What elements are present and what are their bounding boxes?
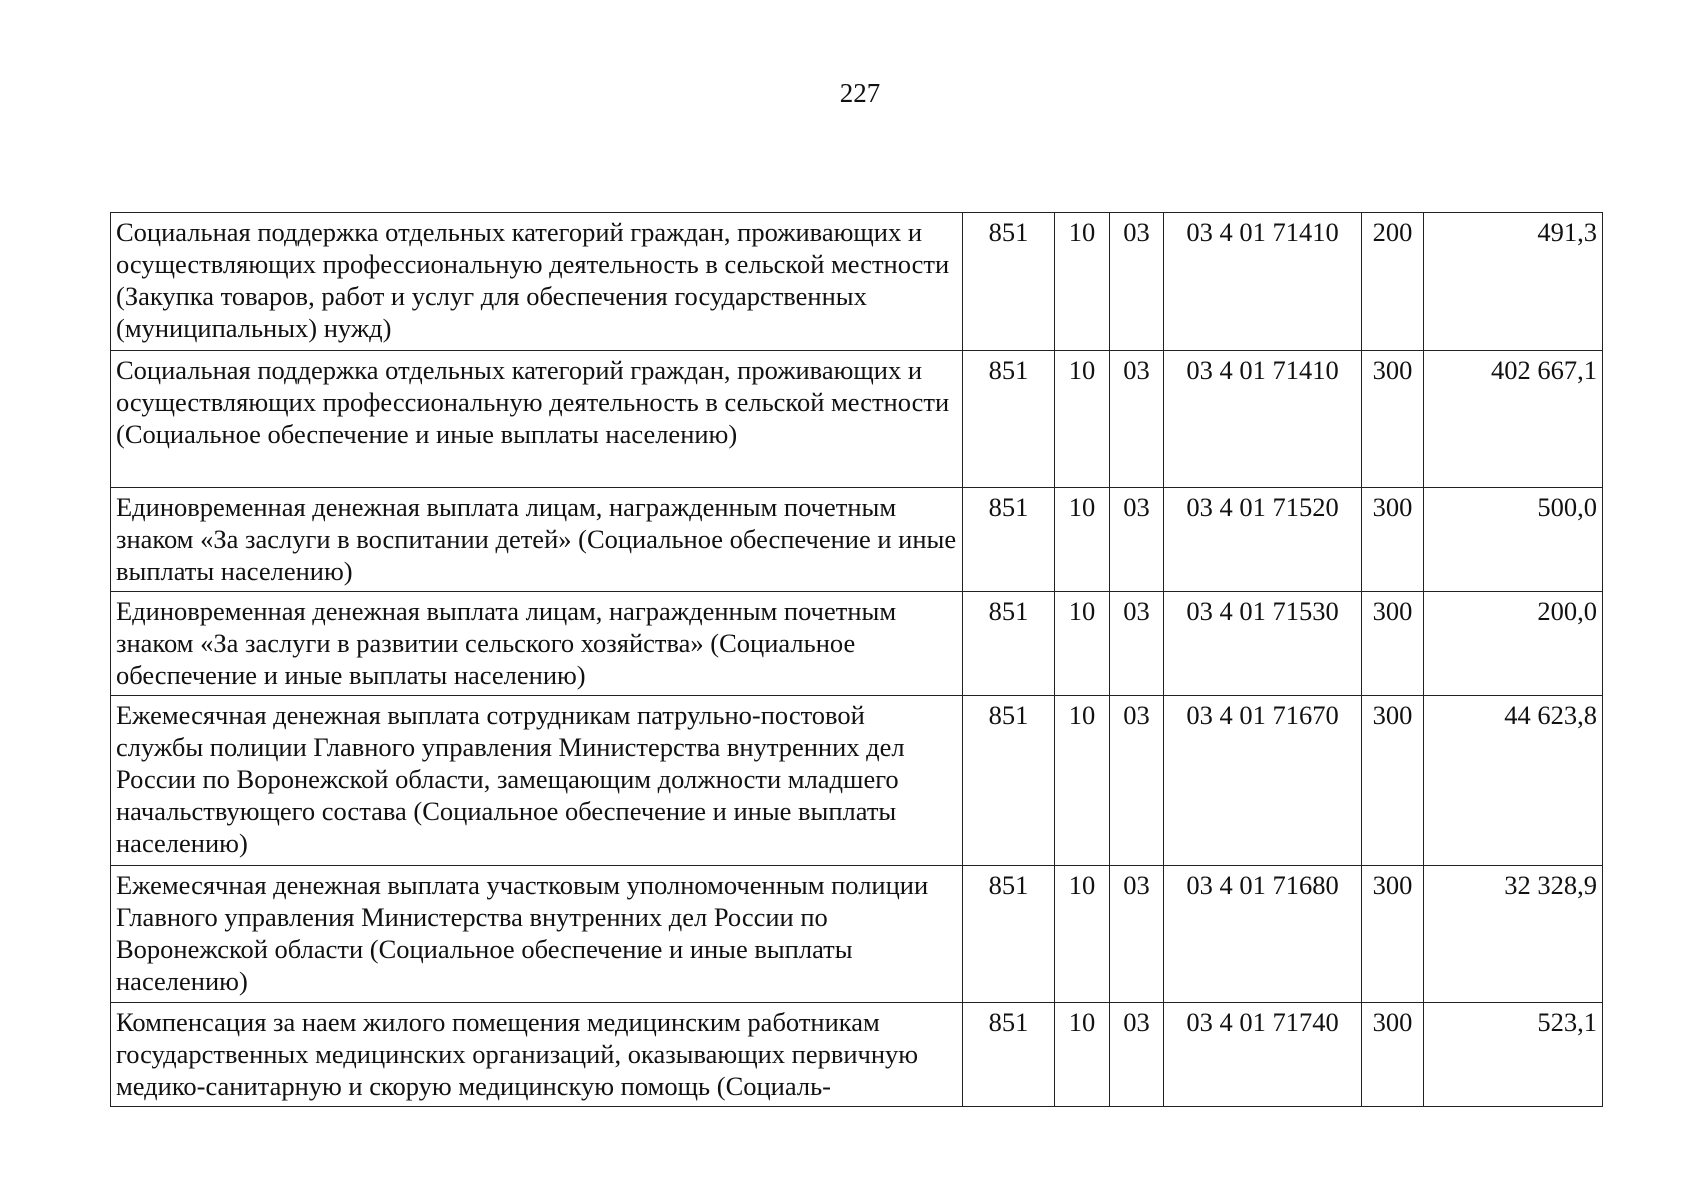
row-description: Социальная поддержка отдельных категорий граждан, проживающих и осуществляющих профессиональную деятельность в сельской местности (Закупка товаров, работ и услуг для обеспечения государственных (муниципальных) нужд) (111, 213, 963, 351)
expense-type-code: 300 (1362, 696, 1424, 866)
grbs-code: 851 (963, 351, 1055, 488)
section-code: 10 (1055, 696, 1110, 866)
table-row (111, 866, 1603, 1003)
subsection-code: 03 (1110, 213, 1164, 351)
table-row (111, 1003, 1603, 1107)
expense-type-code: 300 (1362, 1003, 1424, 1107)
subsection-code: 03 (1110, 696, 1164, 866)
section-code: 10 (1055, 488, 1110, 592)
table-row (111, 351, 1603, 488)
row-description: Ежемесячная денежная выплата сотрудникам патрульно-постовой службы полиции Главного управления Министерства внутренних дел России по Воронежской области, замещающим должности младшего начальствующего состава (Социальное обеспечение и иные выплаты населению) (111, 696, 963, 866)
section-code: 10 (1055, 351, 1110, 488)
subsection-code: 03 (1110, 351, 1164, 488)
amount: 32 328,9 (1424, 866, 1603, 1003)
row-description: Компенсация за наем жилого помещения медицинским работникам государственных медицинских организаций, оказывающих первичную медико-санитарную и скорую медицинскую помощь (Социаль- (111, 1003, 963, 1107)
grbs-code: 851 (963, 488, 1055, 592)
row-description: Социальная поддержка отдельных категорий граждан, проживающих и осуществляющих профессиональную деятельность в сельской местности (Социальное обеспечение и иные выплаты населению) (111, 351, 963, 488)
grbs-code: 851 (963, 696, 1055, 866)
grbs-code: 851 (963, 592, 1055, 696)
target-article-code: 03 4 01 71410 (1164, 351, 1362, 488)
amount: 44 623,8 (1424, 696, 1603, 866)
page-number: 227 (839, 78, 881, 108)
amount: 523,1 (1424, 1003, 1603, 1107)
section-code: 10 (1055, 1003, 1110, 1107)
grbs-code: 851 (963, 866, 1055, 1003)
row-description: Ежемесячная денежная выплата участковым уполномоченным полиции Главного управления Министерства внутренних дел России по Воронежской области (Социальное обеспечение и иные выплаты населению) (111, 866, 963, 1003)
subsection-code: 03 (1110, 866, 1164, 1003)
amount: 491,3 (1424, 213, 1603, 351)
table-row (111, 213, 1603, 351)
section-code: 10 (1055, 213, 1110, 351)
budget-table (110, 212, 1603, 1107)
row-description: Единовременная денежная выплата лицам, награжденным почетным знаком «За заслуги в воспитании детей» (Социальное обеспечение и иные выплаты населению) (111, 488, 963, 592)
subsection-code: 03 (1110, 1003, 1164, 1107)
table-row (111, 592, 1603, 696)
target-article-code: 03 4 01 71670 (1164, 696, 1362, 866)
target-article-code: 03 4 01 71410 (1164, 213, 1362, 351)
target-article-code: 03 4 01 71530 (1164, 592, 1362, 696)
target-article-code: 03 4 01 71680 (1164, 866, 1362, 1003)
amount: 402 667,1 (1424, 351, 1603, 488)
expense-type-code: 300 (1362, 351, 1424, 488)
subsection-code: 03 (1110, 592, 1164, 696)
table-row (111, 488, 1603, 592)
expense-type-code: 200 (1362, 213, 1424, 351)
grbs-code: 851 (963, 213, 1055, 351)
expense-type-code: 300 (1362, 488, 1424, 592)
amount: 500,0 (1424, 488, 1603, 592)
subsection-code: 03 (1110, 488, 1164, 592)
section-code: 10 (1055, 866, 1110, 1003)
expense-type-code: 300 (1362, 592, 1424, 696)
row-description: Единовременная денежная выплата лицам, награжденным почетным знаком «За заслуги в развитии сельского хозяйства» (Социальное обеспечение и иные выплаты населению) (111, 592, 963, 696)
target-article-code: 03 4 01 71520 (1164, 488, 1362, 592)
expense-type-code: 300 (1362, 866, 1424, 1003)
table-row (111, 696, 1603, 866)
section-code: 10 (1055, 592, 1110, 696)
amount: 200,0 (1424, 592, 1603, 696)
target-article-code: 03 4 01 71740 (1164, 1003, 1362, 1107)
grbs-code: 851 (963, 1003, 1055, 1107)
